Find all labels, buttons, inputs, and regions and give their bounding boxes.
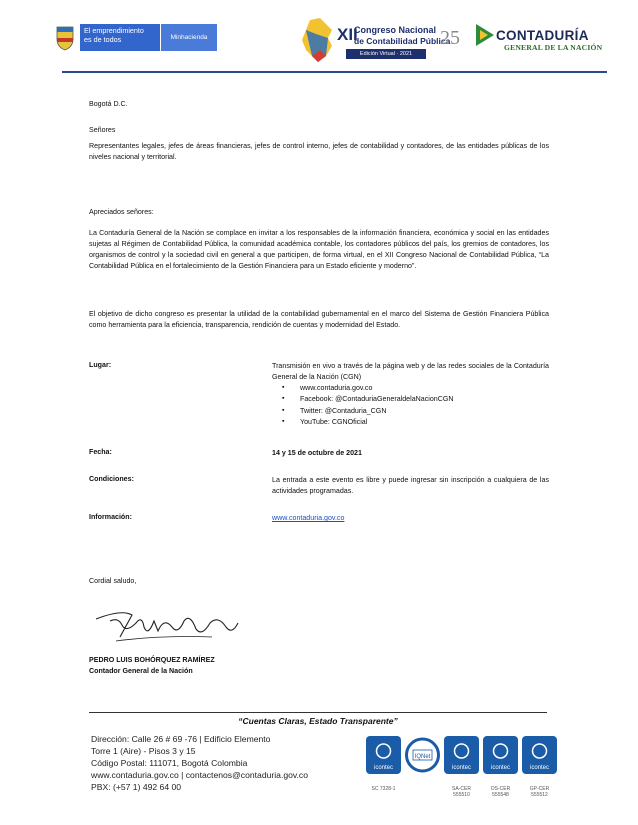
colombia-map-icon <box>296 16 336 66</box>
list-item: ▪ Facebook: @ContaduriaGeneraldelaNacionCGN <box>272 394 549 406</box>
ministry-logo: Minhacienda <box>161 24 217 51</box>
congress-numeral: XII <box>337 25 358 44</box>
cert-badge <box>444 736 479 798</box>
footer-address-block <box>91 733 308 793</box>
cert-code: OS-CER 555548 <box>490 786 511 798</box>
letter-greeting: Apreciados señores: <box>89 208 154 216</box>
svg-text:25: 25 <box>440 27 460 49</box>
list-item: ▪ Twitter: @Contaduria_CGN <box>272 406 549 418</box>
colombia-shield-icon <box>52 24 78 51</box>
anniversary-logo-icon <box>440 24 472 50</box>
gov-slogan-line2: es de todos <box>84 35 122 44</box>
place-list <box>272 383 549 429</box>
place-label: Lugar: <box>89 361 112 369</box>
footer-web-email: www.contaduria.gov.co | contactenos@contaduria.gov.co <box>91 770 309 780</box>
entity-subname: GENERAL DE LA NACIÓN <box>504 43 603 52</box>
info-label: Información: <box>89 513 132 521</box>
signer-name: PEDRO LUIS BOHÓRQUEZ RAMÍREZ <box>89 656 215 664</box>
cert-code: SA-CER 555510 <box>452 786 471 798</box>
letter-salutation-to: Señores <box>89 126 116 134</box>
footer-phone: PBX: (+57 1) 492 64 00 <box>91 782 182 792</box>
footer-divider <box>89 712 547 713</box>
iqnet-badge <box>405 736 440 792</box>
info-link[interactable]: www.contaduria.gov.co <box>272 514 345 522</box>
cert-brand-text: icontec <box>529 765 550 771</box>
gov-slogan-line1: El emprendimiento <box>84 26 144 35</box>
cgn-logo-icon <box>474 22 496 48</box>
letter-closing: Cordial saludo, <box>89 577 137 585</box>
cert-brand-text: icontec <box>451 765 472 771</box>
footer-address: Dirección: Calle 26 # 69 -76 | Edificio Elemento <box>91 734 271 744</box>
iqnet-text: IQNet <box>414 754 431 760</box>
letter-recipients: Representantes legales, jefes de áreas financieras, jefes de control interno, jefes de contabilidad y contadores, de las entidades públicas de los niveles nacional y territorial. <box>89 142 549 161</box>
conditions-value: La entrada a este evento es libre y puede ingresar sin inscripción a cualquiera de las actividades programadas. <box>272 476 549 495</box>
cert-badge <box>366 736 401 792</box>
cert-code: SC 7328-1 <box>371 786 396 792</box>
cert-brand-text: icontec <box>490 765 511 771</box>
header-divider <box>62 71 607 73</box>
entity-name: CONTADURÍA <box>496 28 589 43</box>
letter-paragraph-1: La Contaduría General de la Nación se complace en invitar a los responsables de la información financiera, económica y social en las entidades sujetas al Régimen de Contabilidad Pública, la comunidad académica contable, los contadores públicos del país, los gremios de contadores, los organismos de control y la sociedad civil en general a que participen, de forma virtual, en el XII Congreso Nacional de Contabilidad Pública, “La Contabilidad Pública en el fortalecimiento de la Gestión Financiera para un Estado eficiente y moderno”. <box>89 229 549 270</box>
cert-badge <box>522 736 557 798</box>
congress-edition-badge: Edición Virtual · 2021 <box>346 49 426 59</box>
gov-slogan-box <box>80 24 160 51</box>
cert-brand-text: icontec <box>373 765 394 771</box>
signer-title: Contador General de la Nación <box>89 667 193 675</box>
footer-slogan: “Cuentas Claras, Estado Transparente” <box>238 716 398 726</box>
congress-title-line2: de Contabilidad Pública <box>354 36 451 46</box>
congress-title-line1: Congreso Nacional <box>354 25 437 35</box>
list-item: ▪ YouTube: CGNOficial <box>272 417 549 429</box>
signature-image <box>92 607 242 645</box>
letter-city: Bogotá D.C. <box>89 100 128 108</box>
conditions-label: Condiciones: <box>89 475 134 483</box>
date-value: 14 y 15 de octubre de 2021 <box>272 449 362 457</box>
footer-postal: Código Postal: 111071, Bogotá Colombia <box>91 758 248 768</box>
footer-tower: Torre 1 (Aire) - Pisos 3 y 15 <box>91 746 196 756</box>
place-block <box>272 361 549 429</box>
letter-paragraph-2: El objetivo de dicho congreso es presentar la utilidad de la contabilidad gubernamental en el marco del Sistema de Gestión Financiera Pública como herramienta para la eficiencia, transparencia, rendición de cuentas y modernidad del Estado. <box>89 310 549 329</box>
date-label: Fecha: <box>89 448 112 456</box>
place-value: Transmisión en vivo a través de la página web y de las redes sociales de la Contaduría General de la Nación (CGN) <box>272 362 549 381</box>
cert-badge <box>483 736 518 798</box>
list-item: ▪ www.contaduria.gov.co <box>272 383 549 395</box>
cert-code: GP-CER 555512 <box>529 786 550 798</box>
